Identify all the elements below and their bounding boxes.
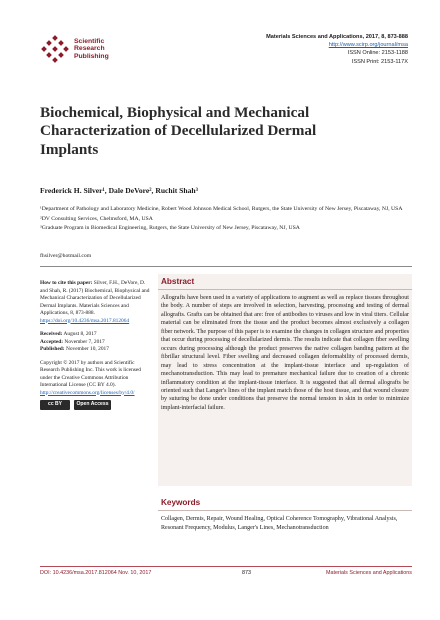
authors: Frederick H. Silver¹, Dale DeVore², Ruchit Shah³ [40, 186, 198, 195]
footer-journal: Materials Sciences and Applications [326, 570, 412, 576]
published-label: Published: [40, 346, 65, 352]
journal-meta [266, 33, 408, 66]
keywords-divider [158, 510, 412, 511]
abstract-heading: Abstract [161, 277, 195, 286]
article-info-sidebar [40, 280, 154, 410]
affiliation-2: ²DV Consulting Services, Chelmsford, MA, USA [40, 215, 153, 222]
journal-url-link[interactable]: http://www.scirp.org/journal/msa [328, 42, 408, 49]
article-dates [40, 331, 154, 354]
affiliation-1: ¹Department of Pathology and Laboratory Medicine, Robert Wood Johnson Medical School, Rutgers, the State University of New Jersey, Piscataway, NJ, USA [40, 206, 403, 212]
affiliation-3: ³Graduate Program in Biomedical Engineering, Rutgers, the State University of New Jersey, Piscataway, NJ, USA [40, 225, 300, 232]
doi-link[interactable]: https://doi.org/10.4236/msa.2017.812064 [40, 317, 130, 324]
title-line-2: Characterization of Decellularized Dermal [40, 122, 317, 140]
cc-by-badge-icon[interactable]: cc BY [40, 400, 70, 410]
received-date: August 8, 2017 [63, 331, 97, 337]
keywords-text: Collagen, Dermis, Repair, Wound Healing, Optical Coherence Tomography, Vibrational Analysis, Resonant Frequency, Modulus, Langer's Lines, Mechanotransduction [161, 516, 398, 531]
published-date: November 10, 2017 [65, 346, 109, 352]
publisher-logo [40, 34, 109, 64]
issn-print: ISSN Print: 2153-117X [351, 58, 408, 65]
citation-text: Silver, F.H., DeVore, D. and Shah, R. (2017) Biochemical, Biophysical and Mechanical Characterization of Decellularized Dermal Implants. Materials Sciences and Applications, 8, 873-888. [40, 280, 150, 316]
logo-line-3: Publishing [74, 52, 109, 60]
article-title [40, 104, 410, 159]
header-divider [40, 266, 412, 267]
logo-line-2: Research [74, 45, 105, 53]
title-line-1: Biochemical, Biophysical and Mechanical [40, 104, 310, 121]
footer-divider [40, 566, 412, 567]
open-access-badge: Open Access [74, 400, 111, 410]
accepted-label: Accepted: [40, 338, 64, 345]
issn-online: ISSN Online: 2153-1188 [347, 50, 408, 57]
received-label: Received: [40, 331, 63, 337]
scirp-logo-icon [40, 34, 70, 64]
copyright-notice [40, 360, 154, 398]
license-link[interactable]: http://creativecommons.org/licenses/by/4.0/ [40, 389, 135, 396]
logo-line-1: Scientific [74, 37, 105, 45]
copyright-text: Copyright © 2017 by authors and Scientific Research Publishing Inc. This work is licensed under the Creative Commons Attribution International License (CC BY 4.0). [40, 359, 141, 388]
abstract-divider [158, 289, 412, 290]
footer-doi: DOI: 10.4236/msa.2017.812064 Nov. 10, 2017 [40, 570, 152, 576]
how-to-cite-label: How to cite this paper: [40, 280, 93, 286]
title-line-3: Implants [40, 140, 99, 158]
accepted-date: November 7, 2017 [64, 338, 105, 345]
keywords-heading: Keywords [161, 498, 201, 507]
abstract-text: Allografts have been used in a variety of applications to augment as well as replace tissues throughout the body. A number of steps are involved in selection, harvesting, processing and testing of dermal allografts. Grafts can be obtained that are: free of antibodies to viruses and low in viral titers. Cellular material can be eliminated from the tissue and the product becomes almost exclusively a collagen fiber network. The purpose of this paper is to examine the changes in collagen structure and properties that occur during processing of decellularized dermis. The results indicate that collagen fiber swelling occurs during processing although the product preserves the native collagen banding pattern at the fibrillar structural level. Fiber swelling and decreased collagen deformability of processed dermis, may lead to stress concentration at the implant-tissue interface and up-regulation of mechanotransduction. This may lead to premature mechanical failure due to creation of a chronic inflammatory condition at the implant-tissue interface. It is suggested that all dermal allografts be oriented such that Langer's lines of the implant match those of the host tissue, and that wound closure by suturing be done under conditions that preserve the normal tension in skin in order to minimize implant-interfacial failure. [161, 295, 409, 411]
journal-citation: Materials Sciences and Applications, 2017, 8, 873-888 [266, 34, 408, 40]
affiliations [40, 205, 412, 234]
page-number: 873 [242, 570, 251, 576]
license-badges [40, 400, 154, 410]
author-email: fhsilver@hotmail.com [40, 253, 92, 259]
